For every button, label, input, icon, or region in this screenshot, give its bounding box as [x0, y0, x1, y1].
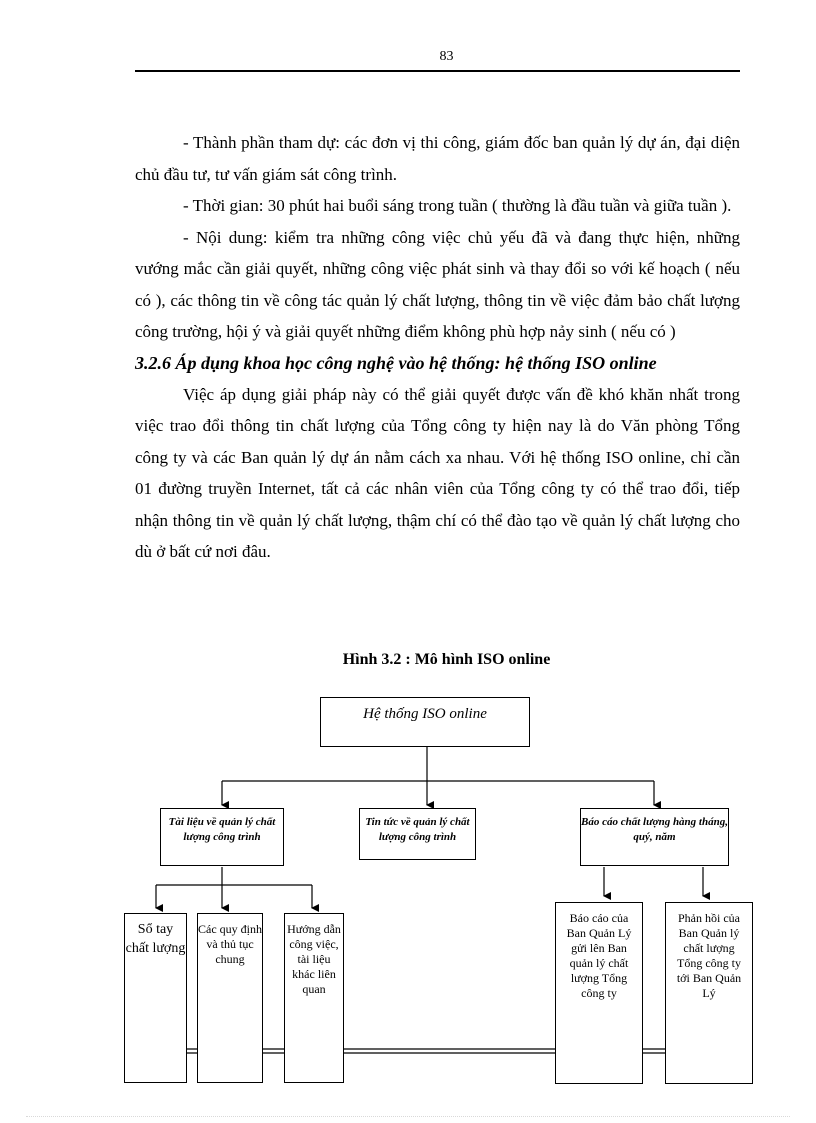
root-label: Hệ thống ISO online — [363, 706, 487, 722]
paragraph-content: - Nội dung: kiểm tra những công việc chủ yếu đã và đang thực hiện, những vướng mắc cần giải quyết, những công việc phát sinh và thay đổi so với kế hoạch ( nếu có ), các thông tin về công tác quản lý chất lượng, thông tin về việc đảm bảo chất lượng công trường, hội ý và giải quyết những điểm không phù hợp nảy sinh ( nếu có ) — [135, 227, 740, 341]
news-label: Tin tức về quản lý chất lượng công trình — [365, 816, 470, 843]
page-bottom-border — [26, 1116, 790, 1117]
feedback-label: Phản hồi của Ban Quản lý chất lượng Tổng công ty tới Ban Quản Lý — [676, 911, 742, 1000]
reports-label: Báo cáo chất lượng hàng tháng, quý, năm — [581, 816, 728, 843]
section-heading: 3.2.6 Áp dụng khoa học công nghệ vào hệ thống: hệ thống ISO online — [135, 352, 657, 373]
diagram-box-docs — [160, 808, 284, 866]
paragraph-participants: - Thành phần tham dự: các đơn vị thi công, giám đốc ban quản lý dự án, đại diện chủ đầu tư, tư vấn giám sát công trình. — [135, 133, 740, 184]
paragraph-time: - Thời gian: 30 phút hai buổi sáng trong tuần ( thường là đầu tuần và giữa tuần ). — [183, 196, 732, 215]
diagram-box-news — [359, 808, 476, 860]
report-up-label: Báo cáo của Ban Quản Lý gửi lên Ban quản lý chất lượng Tổng công ty — [566, 911, 632, 1000]
page-number: 83 — [439, 49, 454, 64]
diagram-box-rules — [197, 913, 263, 1083]
diagram-root-box — [320, 697, 530, 747]
diagram-box-report-up — [555, 902, 643, 1084]
diagram-box-manual — [124, 913, 187, 1083]
guides-label: Hướng dẫn công việc, tài liệu khác liên quan — [287, 922, 341, 996]
diagram-box-reports — [580, 808, 729, 866]
diagram-box-guides — [284, 913, 344, 1083]
manual-label: Sổ tay chất lượng — [125, 922, 186, 956]
rules-label: Các quy định và thủ tục chung — [198, 922, 262, 966]
figure-caption: Hình 3.2 : Mô hình ISO online — [342, 651, 551, 668]
diagram-box-feedback — [665, 902, 753, 1084]
paragraph-iso-online: Việc áp dụng giải pháp này có thể giải quyết được vấn đề khó khăn nhất trong việc trao đổi thông tin chất lượng của Tổng công ty hiện nay là do Văn phòng Tổng công ty và các Ban quản lý dự án nằm cách xa nhau. Với hệ thống ISO online, chỉ cần 01 đường truyền Internet, tất cả các nhân viên của Tổng công ty có thể trao đổi, tiếp nhận thông tin về quản lý chất lượng, thậm chí có thể đào tạo về quản lý chất lượng cho dù ở bất cứ nơi đâu. — [135, 384, 740, 561]
docs-label: Tài liệu về quản lý chất lượng công trình — [168, 816, 276, 843]
